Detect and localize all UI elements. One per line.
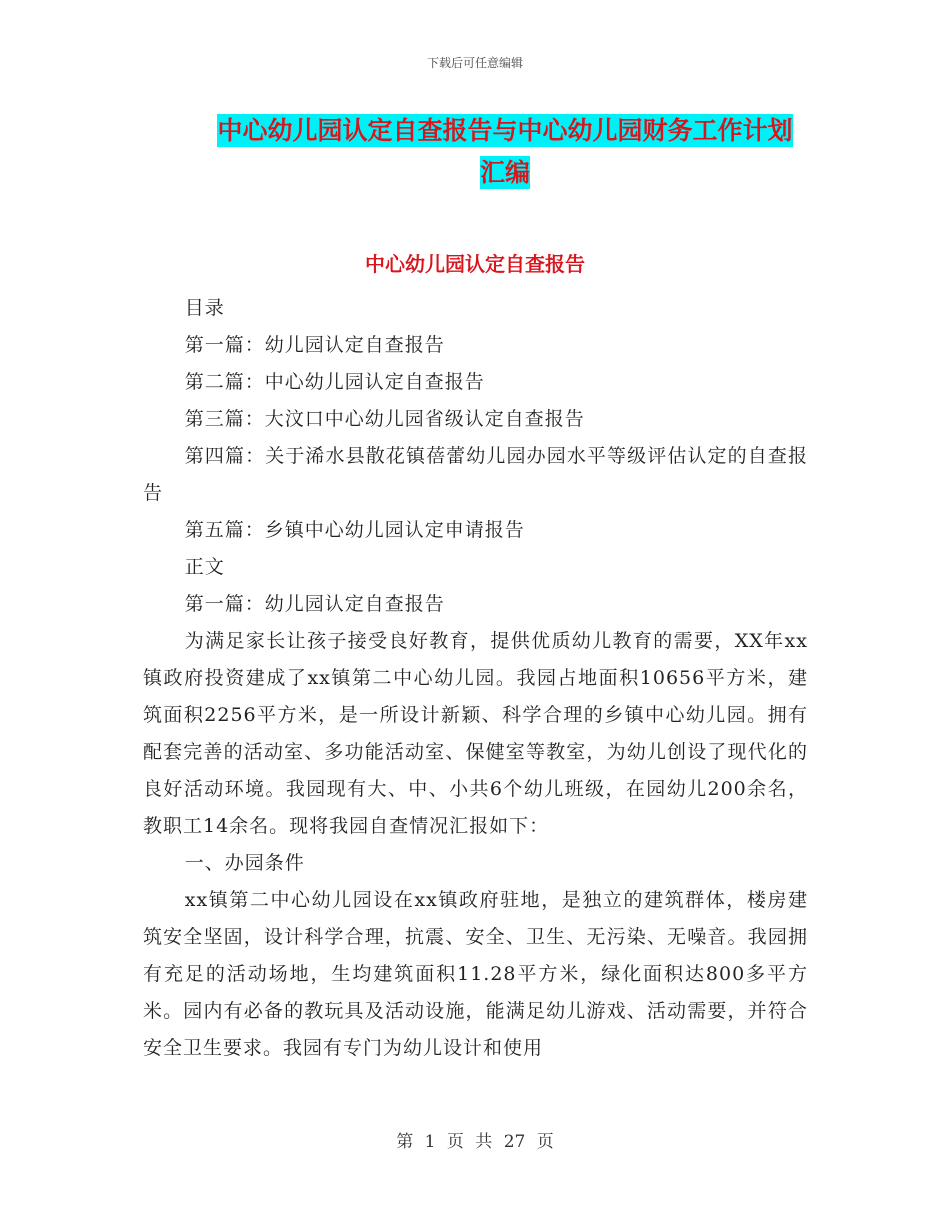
section-title: 中心幼儿园认定自查报告 (365, 252, 585, 276)
document-title-line-2: 汇编 (479, 158, 530, 187)
toc-heading: 目录 (184, 297, 225, 319)
toc-item-3: 第三篇：大汶口中心幼儿园省级认定自查报告 (184, 408, 585, 430)
document-title (195, 110, 815, 194)
chapter-heading: 第一篇：幼儿园认定自查报告 (184, 593, 445, 615)
header-note: 下载后可任意编辑 (426, 56, 523, 70)
intro-paragraph: 为满足家长让孩子接受良好教育，提供优质幼儿教育的需要，XX年xx镇政府投资建成了xx镇第二中心幼儿园。我园占地面积10656平方米，建筑面积2256平方米，是一所设计新颖、科学合理的乡镇中心幼儿园。拥有配套完善的活动室、多功能活动室、保健室等教室，为幼儿创设了现代化的良好活动环境。我园现有大、中、小共6个幼儿班级，在园幼儿200余名，教职工14余名。现将我园自查情况汇报如下： (143, 630, 808, 837)
toc-item-4: 第四篇：关于浠水县散花镇蓓蕾幼儿园办园水平等级评估认定的自查报告 (143, 445, 808, 504)
document-title-line-1: 中心幼儿园认定自查报告与中心幼儿园财务工作计划 (217, 116, 793, 145)
toc-item-5: 第五篇：乡镇中心幼儿园认定申请报告 (184, 519, 525, 541)
subsection-heading: 一、办园条件 (184, 852, 305, 874)
document-body (143, 290, 808, 1067)
conditions-paragraph: xx镇第二中心幼儿园设在xx镇政府驻地，是独立的建筑群体，楼房建筑安全坚固，设计科学合理，抗震、安全、卫生、无污染、无噪音。我园拥有充足的活动场地，生均建筑面积11.28平方米，绿化面积达800多平方米。园内有必备的教玩具及活动设施，能满足幼儿游戏、活动需要，并符合安全卫生要求。我园有专门为幼儿设计和使用 (143, 889, 808, 1059)
page-footer: 第 1 页 共 27 页 (396, 1132, 554, 1152)
toc-item-2: 第二篇：中心幼儿园认定自查报告 (184, 371, 485, 393)
body-heading: 正文 (184, 556, 225, 578)
toc-item-1: 第一篇：幼儿园认定自查报告 (184, 334, 445, 356)
